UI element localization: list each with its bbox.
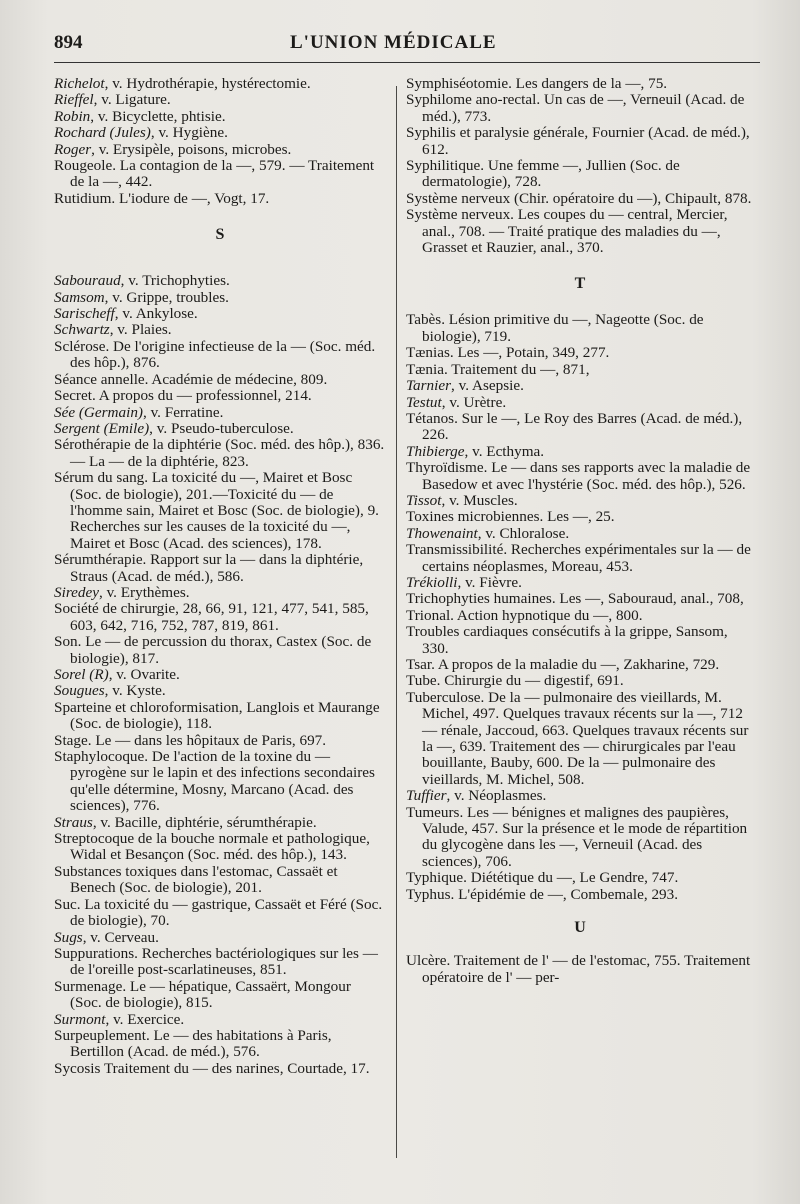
index-entry <box>54 388 386 404</box>
entry-text: Surpeuplement. Le — des habitations à Paris, Bertillon (Acad. de méd.), 576. <box>54 1026 332 1061</box>
letter-heading-t: T <box>574 275 586 293</box>
column-divider <box>396 86 397 1158</box>
page-number: 894 <box>54 32 83 53</box>
entry-text: , v. Néoplasmes. <box>446 787 547 805</box>
entry-author: Sabouraud <box>54 272 121 290</box>
entry-text: Sycosis Traitement du — des narines, Courtade, 17. <box>54 1059 370 1077</box>
entry-author: Sarischeff <box>54 305 115 323</box>
index-entry <box>54 290 386 306</box>
entry-text: Sparteine et chloroformisation, Langlois et Maurange (Soc. de biologie), 118. <box>54 698 380 733</box>
entry-text: Surmenage. Le — hépatique, Cassaërt, Mongour (Soc. de biologie), 815. <box>54 977 351 1012</box>
index-entry <box>54 815 386 831</box>
entry-text: Syphilome ano-rectal. Un cas de —, Verneuil (Acad. de méd.), 773. <box>406 91 745 125</box>
right-block-s <box>406 76 754 256</box>
entry-text: Sérothérapie de la diphtérie (Soc. méd. des hôp.), 836.— La — de la diphtérie, 823. <box>54 436 385 470</box>
index-entry <box>406 125 754 158</box>
entry-text: Tumeurs. Les — bénignes et malignes des paupières, Valude, 457. Sur la présence et le mode de répartition du glycogène dans les —, Verneuil (Acad. des sciences), 706. <box>406 803 748 870</box>
index-entry <box>406 395 754 411</box>
entry-text: Séance annelle. Académie de médecine, 809. <box>54 370 328 388</box>
index-entry <box>406 509 754 525</box>
index-entry <box>406 805 754 871</box>
index-entry <box>406 953 754 986</box>
entry-text: Tsar. A propos de la maladie du —, Zakharine, 729. <box>406 656 720 673</box>
index-entry <box>406 411 754 444</box>
index-entry <box>406 657 754 673</box>
entry-text: , v. Erysipèle, poisons, microbes. <box>91 140 292 158</box>
entry-text: , v. Plaies. <box>109 321 172 339</box>
index-entry <box>54 158 386 191</box>
entry-author: Siredey <box>54 583 99 601</box>
index-entry <box>54 979 386 1012</box>
entry-text: , v. Hygiène. <box>150 124 228 142</box>
entry-author: Sergent (Emile) <box>54 419 150 437</box>
entry-text: , v. Asepsie. <box>451 377 524 395</box>
entry-text: Son. Le — de percussion du thorax, Castex (Soc. de biologie), 817. <box>54 633 372 667</box>
index-entry <box>406 92 754 125</box>
entry-text: , v. Hydrothérapie, hystérectomie. <box>104 75 311 92</box>
index-entry <box>54 470 386 552</box>
entry-text: Toxines microbiennes. Les —, 25. <box>406 508 615 526</box>
entry-text: , v. Fièvre. <box>457 573 522 591</box>
entry-text: Trional. Action hypnotique du —, 800. <box>406 606 643 624</box>
index-entry <box>54 946 386 979</box>
entry-text: , v. Grippe, troubles. <box>104 288 229 306</box>
index-entry <box>54 634 386 667</box>
index-entry <box>54 831 386 864</box>
running-title: L'UNION MÉDICALE <box>290 32 497 53</box>
index-entry <box>54 1012 386 1028</box>
entry-text: Typhique. Diététique du —, Le Gendre, 747. <box>406 869 679 887</box>
entry-text: Substances toxiques dans l'estomac, Cassaët et Benech (Soc. de biologie), 201. <box>54 862 338 897</box>
index-entry <box>54 700 386 733</box>
entry-text: Suppurations. Recherches bactériologiques sur les — de l'oreille post-scarlatineuses, 851. <box>54 944 378 979</box>
entry-author: Trékiolli <box>406 573 458 591</box>
entry-text: Tétanos. Sur le —, Le Roy des Barres (Acad. de méd.), 226. <box>406 409 743 444</box>
entry-author: Thowenaint <box>406 524 478 542</box>
letter-heading-u: U <box>574 919 586 937</box>
entry-text: Système nerveux (Chir. opératoire du —), Chipault, 878. <box>406 189 752 207</box>
entry-text: Typhus. L'épidémie de —, Combemale, 293. <box>406 885 679 903</box>
entry-author: Sougues <box>54 682 105 700</box>
entry-text: , v. Cerveau. <box>82 928 159 946</box>
index-entry <box>406 673 754 689</box>
entry-author: Rieffel <box>54 91 94 109</box>
entry-text: Tabès. Lésion primitive du —, Nageotte (Soc. de biologie), 719. <box>406 311 704 345</box>
entry-text: , v. Kyste. <box>104 682 166 700</box>
left-block-r <box>54 76 386 207</box>
index-entry <box>54 930 386 946</box>
left-block-s <box>54 273 386 1077</box>
entry-text: Ulcère. Traitement de l' — de l'estomac, 755. Traitement opératoire de l' — per- <box>406 952 751 986</box>
index-entry <box>54 897 386 930</box>
entry-author: Thibierge <box>406 442 465 460</box>
index-entry <box>406 608 754 624</box>
entry-author: Sée (Germain) <box>54 403 143 421</box>
entry-text: Streptocoque de la bouche normale et pathologique, Widal et Besançon (Soc. méd. des hôp.), 143. <box>54 830 370 864</box>
entry-author: Testut <box>406 393 442 411</box>
entry-text: Transmissibilité. Recherches expérimentales sur la — de certains néoplasmes, Moreau, 453. <box>406 541 751 575</box>
entry-text: Sclérose. De l'origine infectieuse de la — (Soc. méd. des hôp.), 876. <box>54 337 376 372</box>
entry-author: Tuffier <box>406 787 447 805</box>
index-entry <box>406 191 754 207</box>
index-entry <box>54 405 386 421</box>
index-entry <box>54 273 386 289</box>
index-entry <box>54 601 386 634</box>
index-entry <box>54 552 386 585</box>
entry-text: Symphiséotomie. Les dangers de la —, 75. <box>406 75 668 92</box>
entry-text: Troubles cardiaques consécutifs à la grippe, Sansom, 330. <box>406 623 728 657</box>
index-entry <box>406 207 754 256</box>
left-column <box>54 76 386 1077</box>
index-entry <box>406 690 754 788</box>
entry-text: , v. Exercice. <box>105 1010 185 1028</box>
index-entry <box>406 870 754 886</box>
index-entry <box>54 125 386 141</box>
index-entry <box>54 142 386 158</box>
index-entry <box>54 372 386 388</box>
entry-text: , v. Erythèmes. <box>98 583 190 601</box>
index-entry <box>54 306 386 322</box>
index-entry <box>54 421 386 437</box>
entry-text: Sérumthérapie. Rapport sur la — dans la diphtérie, Straus (Acad. de méd.), 586. <box>54 551 364 585</box>
entry-text: Syphilitique. Une femme —, Jullien (Soc. de dermatologie), 728. <box>406 157 680 191</box>
entry-text: , v. Trichophyties. <box>120 272 230 290</box>
entry-text: , v. Pseudo-tuberculose. <box>149 419 294 437</box>
entry-text: , v. Ankylose. <box>114 305 198 323</box>
index-entry <box>406 624 754 657</box>
entry-author: Straus <box>54 813 93 831</box>
index-entry <box>406 788 754 804</box>
index-entry <box>406 345 754 361</box>
entry-author: Schwartz <box>54 321 110 339</box>
entry-author: Rochard (Jules) <box>54 124 151 142</box>
entry-author: Surmont <box>54 1010 106 1028</box>
entry-author: Robin <box>54 107 91 125</box>
index-entry <box>406 542 754 575</box>
entry-author: Sorel (R) <box>54 666 109 683</box>
entry-text: Système nerveux. Les coupes du — central, Mercier, anal., 708. — Traité pratique des maladies du —, Grasset et Rauzier, anal., 370. <box>406 206 728 257</box>
index-entry <box>54 749 386 815</box>
index-entry <box>406 575 754 591</box>
entry-author: Roger <box>54 140 92 158</box>
index-entry <box>406 158 754 191</box>
index-entry <box>406 591 754 607</box>
entry-text: , v. Urètre. <box>441 393 507 411</box>
entry-text: Rutidium. L'iodure de —, Vogt, 17. <box>54 189 270 207</box>
index-entry <box>406 887 754 903</box>
entry-text: , v. Muscles. <box>441 491 518 509</box>
index-entry <box>54 339 386 372</box>
right-block-t <box>406 312 754 903</box>
index-entry <box>54 667 386 683</box>
index-entry <box>406 526 754 542</box>
header-rule <box>54 62 760 63</box>
right-column <box>406 76 754 986</box>
entry-text: Stage. Le — dans les hôpitaux de Paris, 697. <box>54 731 327 749</box>
letter-heading-s: S <box>215 226 225 244</box>
entry-text: Staphylocoque. De l'action de la toxine du — pyrogène sur le lapin et des infections secondaires qu'elle détermine, Mosny, Marcano (Acad. des sciences), 776. <box>54 748 375 815</box>
index-entry <box>54 1028 386 1061</box>
entry-author: Samsom <box>54 288 105 306</box>
entry-text: Secret. A propos du — professionnel, 214. <box>54 387 312 405</box>
entry-text: , v. Ligature. <box>93 91 171 109</box>
entry-text: Tænias. Les —, Potain, 349, 277. <box>406 344 610 362</box>
entry-text: Tube. Chirurgie du — digestif, 691. <box>406 672 624 690</box>
entry-text: , v. Chloralose. <box>477 524 570 542</box>
index-entry <box>54 683 386 699</box>
entry-text: Syphilis et paralysie générale, Fournier (Acad. de méd.), 612. <box>406 124 750 158</box>
entry-author: Tissot <box>406 491 442 509</box>
entry-text: Société de chirurgie, 28, 66, 91, 121, 477, 541, 585, 603, 642, 716, 752, 787, 819, 861. <box>54 600 369 634</box>
entry-text: Suc. La toxicité du — gastrique, Cassaët et Féré (Soc. de biologie), 70. <box>54 895 383 930</box>
entry-text: , v. Bicyclette, phtisie. <box>90 107 226 125</box>
index-entry <box>406 76 754 92</box>
index-entry <box>54 864 386 897</box>
entry-text: , v. Ecthyma. <box>464 442 545 460</box>
index-entry <box>54 733 386 749</box>
entry-author: Richelot <box>54 75 105 92</box>
index-entry <box>54 322 386 338</box>
entry-text: Rougeole. La contagion de la —, 579. — Traitement de la —, 442. <box>54 157 375 191</box>
entry-text: Trichophyties humaines. Les —, Sabouraud, anal., 708, <box>406 590 744 608</box>
entry-author: Tarnier <box>406 377 452 395</box>
index-entry <box>54 92 386 108</box>
index-entry <box>406 460 754 493</box>
entry-text: Sérum du sang. La toxicité du —, Mairet et Bosc (Soc. de biologie), 201.—Toxicité du — de l'homme sain, Mairet et Bosc (Soc. de biologie), 9. Recherches sur les causes de la toxicité du —, Mairet et Bosc (Acad. des sciences), 178. <box>54 469 379 552</box>
index-entry <box>406 378 754 394</box>
index-entry <box>406 493 754 509</box>
index-entry <box>54 437 386 470</box>
entry-text: Thyroïdisme. Le — dans ses rapports avec la maladie de Basedow et avec l'hystérie (Soc. méd. des hôp.), 526. <box>406 459 751 493</box>
index-entry <box>54 191 386 207</box>
entry-text: Tuberculose. De la — pulmonaire des vieillards, M. Michel, 497. Quelques travaux récents sur la —, 712 — rénale, Jaccoud, 663. Quelques travaux récents sur la —, 639. Traitement des — chirurgicales par l'eau bouillante, Bauby, 600. De la — pulmonaire des vieillards, M. Michel, 508. <box>406 688 749 788</box>
index-entry <box>406 362 754 378</box>
index-entry <box>406 444 754 460</box>
index-entry <box>54 76 386 92</box>
index-entry <box>406 312 754 345</box>
entry-text: Tænia. Traitement du —, 871, <box>406 360 590 378</box>
index-entry <box>54 585 386 601</box>
entry-author: Sugs <box>54 928 83 946</box>
index-entry <box>54 1061 386 1077</box>
entry-text: , v. Bacille, diphtérie, sérumthérapie. <box>92 813 317 831</box>
entry-text: , v. Ovarite. <box>108 666 180 683</box>
entry-text: , v. Ferratine. <box>142 403 224 421</box>
page-header <box>54 28 760 58</box>
right-block-u <box>406 953 754 986</box>
index-entry <box>54 109 386 125</box>
